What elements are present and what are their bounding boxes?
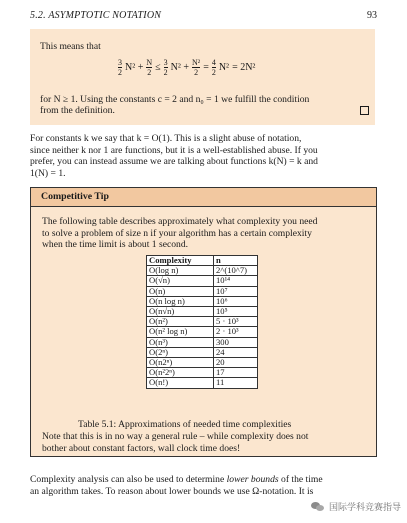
paragraph-line-1: For constants k we say that k = O(1). This is a slight abuse of notation,	[30, 133, 302, 144]
tip-title: Competitive Tip	[31, 188, 376, 207]
table-cell: O(n² log n)	[147, 327, 214, 337]
table-row	[147, 296, 258, 306]
table-header: Complexity	[147, 256, 214, 266]
emphasis-lower-bounds: lower bounds	[226, 474, 279, 485]
table-cell: O(n²2ⁿ)	[147, 368, 214, 378]
paragraph-line-2: since neither k nor 1 are functions, but it is a well-established abuse. If you	[30, 144, 318, 156]
tip-note-line-2: bother about constant factors, wall clock time does!	[42, 442, 241, 454]
table-cell: O(n³)	[147, 337, 214, 347]
math-intro: This means that	[40, 41, 101, 52]
math-equation: $\frac{3}{2}$ N² + $\frac{N}{2}$ ≤ $\frac{3}{2}$ N² + $\frac{\text{N²}}{2}$ = $\frac{4}{2}$ N² = 2N²	[118, 58, 256, 77]
table-cell: O(n2ⁿ)	[147, 358, 214, 368]
table-row	[147, 276, 258, 286]
tip-note-line-1: Note that this is in no way a general rule – while complexity does not	[42, 431, 309, 442]
closing-paragraph-line-1: Complexity analysis can also be used to determine lower bounds of the time	[30, 474, 323, 485]
equation-result: = 2N²	[232, 62, 256, 73]
table-row	[147, 317, 258, 327]
table-cell: 10⁷	[214, 286, 258, 296]
page-header	[30, 10, 377, 21]
table-cell: O(n√n)	[147, 307, 214, 317]
table-cell: O(n²)	[147, 317, 214, 327]
table-cell: O(n log n)	[147, 296, 214, 306]
table-row	[147, 368, 258, 378]
table-cell: 300	[214, 337, 258, 347]
tip-line-3: when the time limit is about 1 second.	[42, 239, 189, 250]
tip-line-2: to solve a problem of size n if your algorithm has a certain complexity	[42, 227, 312, 239]
table-cell: O(n)	[147, 286, 214, 296]
table-row	[147, 378, 258, 388]
table-row	[147, 286, 258, 296]
table-cell: O(n!)	[147, 378, 214, 388]
table-row	[147, 266, 258, 276]
watermark	[311, 500, 401, 513]
watermark-text: 国际学科竞赛指导	[328, 503, 401, 513]
page-number: 93	[367, 10, 377, 21]
table-cell: O(log n)	[147, 266, 214, 276]
table-caption: Table 5.1: Approximations of needed time complexities	[78, 419, 292, 430]
table-cell: 17	[214, 368, 258, 378]
wechat-icon	[311, 502, 325, 512]
table-cell: 2^(10^7)	[214, 266, 258, 276]
table-cell: 10⁵	[214, 307, 258, 317]
math-condition-line-1: for N ≥ 1. Using the constants c = 2 and n₀ = 1 we fulfill the condition	[40, 94, 310, 105]
table-cell: 10⁶	[214, 296, 258, 306]
complexity-table	[146, 255, 258, 389]
table-row	[147, 337, 258, 347]
table-cell: 5 · 10³	[214, 317, 258, 327]
table-cell: O(2ⁿ)	[147, 347, 214, 357]
table-cell: 11	[214, 378, 258, 388]
table-row	[147, 327, 258, 337]
table-cell: 10¹⁴	[214, 276, 258, 286]
closing-paragraph-line-2: an algorithm takes. To reason about lower bounds we use Ω-notation. It is	[30, 485, 314, 497]
table-cell: 24	[214, 347, 258, 357]
qed-symbol	[360, 106, 369, 115]
table-row	[147, 358, 258, 368]
paragraph-line-4: 1(N) = 1.	[30, 167, 66, 179]
table-header-row	[147, 256, 258, 266]
table-row	[147, 307, 258, 317]
section-title: 5.2. ASYMPTOTIC NOTATION	[30, 10, 162, 21]
table-cell: 2 · 10³	[214, 327, 258, 337]
table-cell: 20	[214, 358, 258, 368]
table-cell: O(√n)	[147, 276, 214, 286]
table-header: n	[214, 256, 258, 266]
paragraph-line-3: prefer, you can instead assume we are talking about functions k(N) = k and	[30, 156, 318, 167]
table-row	[147, 347, 258, 357]
math-condition-line-2: from the definition.	[40, 105, 115, 116]
tip-line-1: The following table describes approximately what complexity you need	[42, 216, 318, 227]
